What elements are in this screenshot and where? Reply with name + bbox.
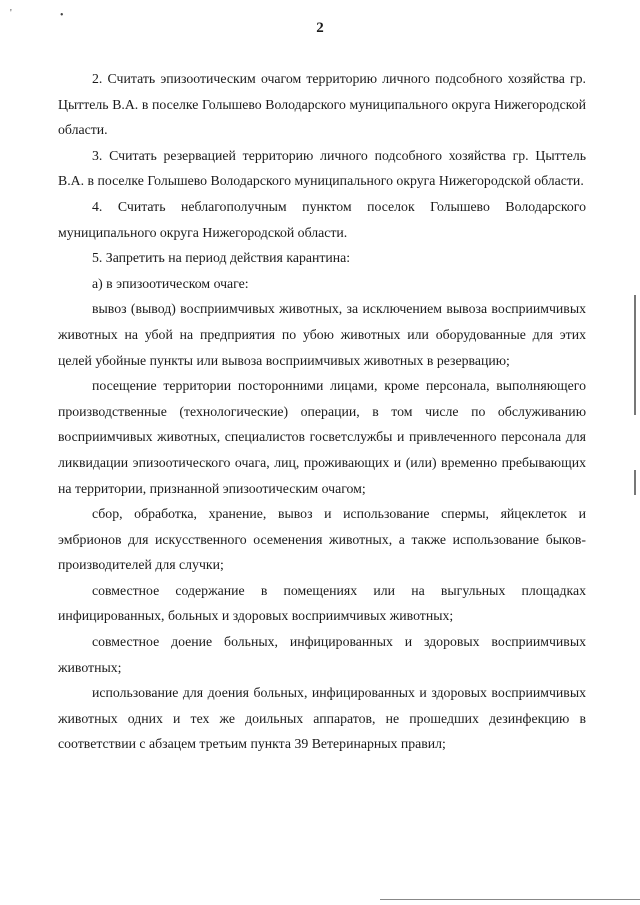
scan-bottom-edge	[380, 899, 640, 900]
page-number: 2	[316, 20, 324, 36]
subparagraph-a: а) в эпизоотическом очаге:	[92, 275, 249, 291]
scan-artifact-mark: '	[10, 8, 12, 19]
paragraph-item-2: 2. Считать эпизоотическим очагом территорию личного подсобного хозяйства гр. Цыттель В.А. в поселке Голышево Володарского муниципального округа Нижегородской области.	[58, 71, 586, 138]
paragraph-item-4: 4. Считать неблагополучным пунктом поселок Голышево Володарского муниципального округа Нижегородской области.	[58, 198, 586, 240]
paragraph-item-3: 3. Считать резервацией территорию личного подсобного хозяйства гр. Цыттель В.А. в поселке Голышево Володарского муниципального округа Нижегородской области.	[58, 147, 586, 189]
scan-artifact-mark: •	[60, 10, 64, 21]
prohibition-visits: посещение территории посторонними лицами, кроме персонала, выполняющего производственные (технологические) операции, в том числе по обслуживанию восприимчивых животных, специалистов госветслужбы и привлеченного персонала для ликвидации эпизоотического очага, лиц, проживающих и (или) временно пребывающих на территории, признанной эпизоотическим очагом;	[58, 378, 586, 496]
prohibition-semen: сбор, обработка, хранение, вывоз и использование спермы, яйцеклеток и эмбрионов для искусственного осеменения животных, а также использование быков-производителей для случки;	[58, 506, 586, 573]
prohibition-joint-keeping: совместное содержание в помещениях или на выгульных площадках инфицированных, больных и здоровых восприимчивых животных;	[58, 582, 586, 624]
prohibition-export: вывоз (вывод) восприимчивых животных, за исключением вывоза восприимчивых животных на убой на предприятия по убою животных или оборудованные для этих целей убойные пункты или вывоза восприимчивых животных в резервацию;	[58, 301, 586, 368]
prohibition-joint-milking: совместное доение больных, инфицированных и здоровых восприимчивых животных;	[58, 634, 586, 675]
document-body	[58, 66, 586, 757]
scan-edge-shadow	[634, 295, 636, 415]
scan-edge-shadow	[634, 470, 636, 495]
prohibition-shared-equipment: использование для доения больных, инфицированных и здоровых восприимчивых животных одних и тех же доильных аппаратов, не прошедших дезинфекцию в соответствии с абзацем третьим пункта 39 Ветеринарных правил;	[58, 685, 586, 752]
paragraph-item-5: 5. Запретить на период действия карантина:	[92, 250, 351, 266]
